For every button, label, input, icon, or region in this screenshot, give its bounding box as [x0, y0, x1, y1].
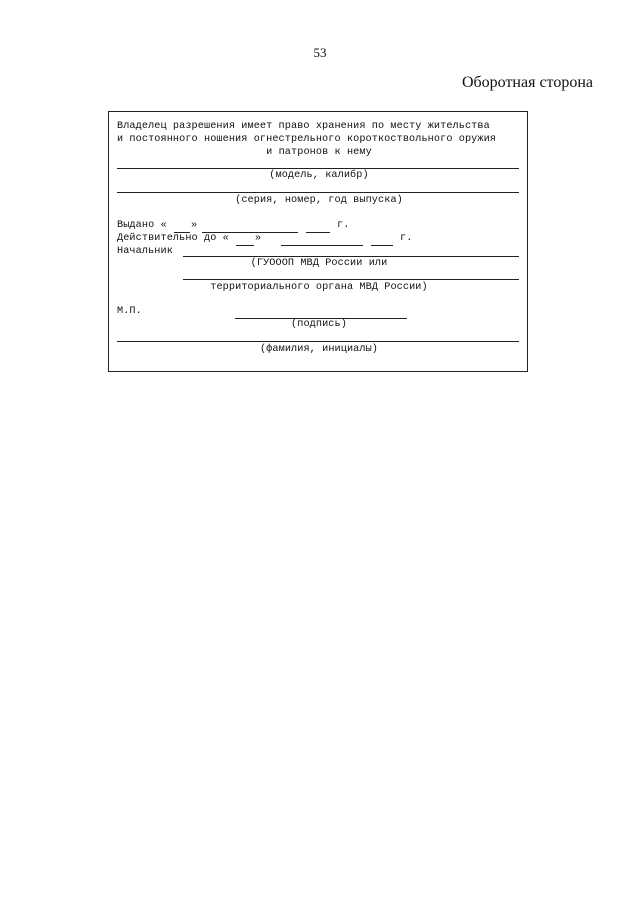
valid-year-suffix: г.	[400, 233, 413, 244]
valid-close-quote: »	[255, 233, 262, 244]
valid-year-line	[371, 245, 393, 246]
issued-label: Выдано «	[117, 220, 167, 231]
signature-caption: (подпись)	[291, 319, 347, 330]
authority-caption-2: территориального органа МВД России)	[210, 282, 428, 293]
name-line	[117, 341, 519, 342]
issued-close-quote: »	[191, 220, 198, 231]
seal-label: М.П.	[117, 306, 142, 317]
serial-line	[117, 192, 519, 193]
valid-label: Действительно до «	[117, 233, 229, 244]
valid-month-line	[281, 245, 363, 246]
permit-form	[108, 111, 528, 372]
name-caption: (фамилия, инициалы)	[259, 344, 379, 355]
chief-label: Начальник	[117, 246, 173, 257]
intro-line-1: Владелец разрешения имеет право хранения по месту жительства	[117, 121, 490, 132]
page-number: 53	[313, 45, 327, 60]
intro-line-3: и патронов к нему	[266, 147, 372, 158]
issued-year-line	[306, 232, 330, 233]
issued-year-suffix: г.	[337, 220, 350, 231]
authority-caption-1: (ГУОООП МВД России или	[250, 258, 388, 269]
model-caption: (модель, калибр)	[269, 170, 369, 181]
side-title: Оборотная сторона	[461, 74, 593, 91]
model-line	[117, 168, 519, 169]
authority-line	[183, 279, 519, 280]
valid-day-line	[236, 245, 254, 246]
intro-line-2: и постоянного ношения огнестрельного короткоствольного оружия	[117, 134, 497, 145]
chief-line	[183, 256, 519, 257]
serial-caption: (серия, номер, год выпуска)	[235, 195, 403, 206]
